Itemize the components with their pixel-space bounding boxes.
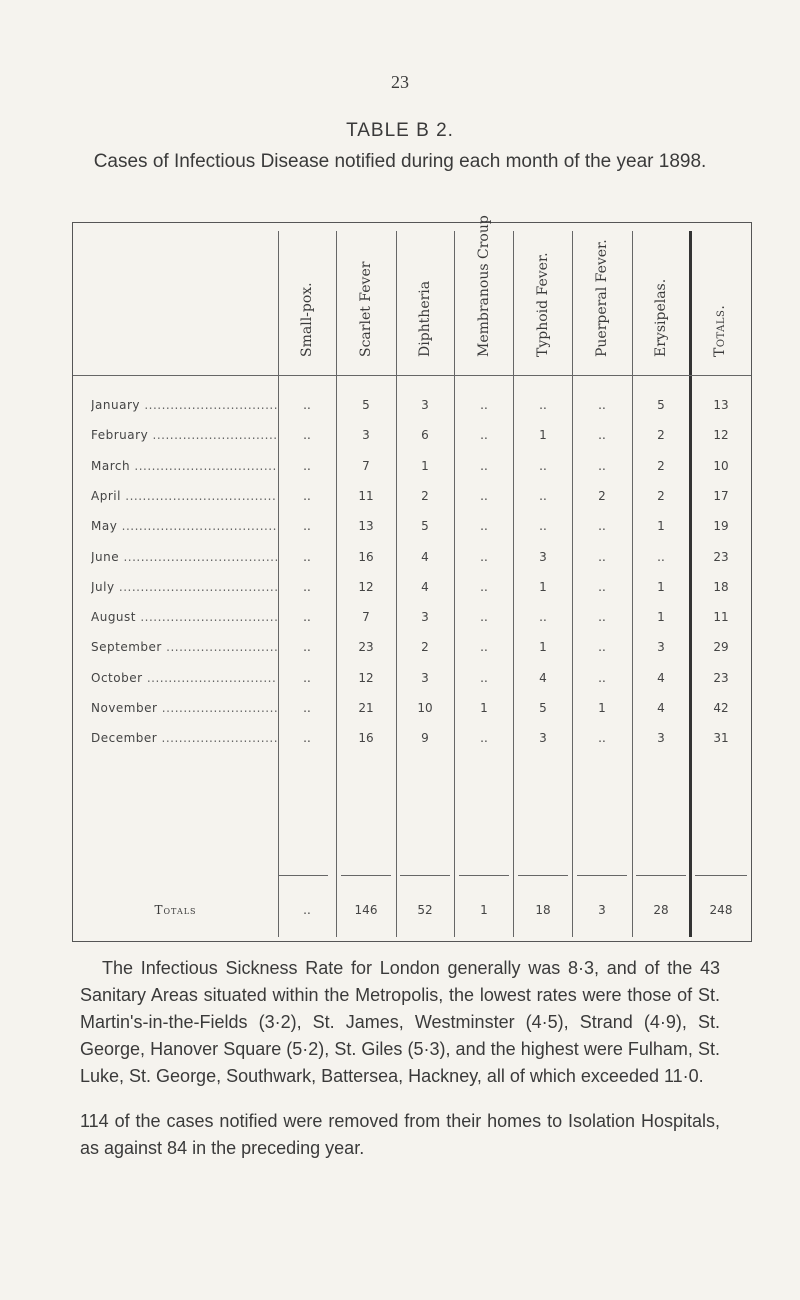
table-cell: .. — [303, 701, 311, 715]
table-cell: .. — [539, 519, 547, 534]
table-cell: .. — [480, 610, 488, 625]
totals-rule — [577, 875, 627, 876]
table-cell: 1 — [598, 701, 606, 715]
table-cell: 3 — [657, 731, 665, 746]
table-cell: .. — [303, 579, 311, 594]
table-cell: 12 — [358, 670, 374, 685]
table-cell: 3 — [421, 610, 429, 625]
table-cell: .. — [480, 488, 488, 503]
table-cell: 31 — [713, 731, 729, 746]
table-cell: .. — [598, 610, 606, 625]
table-cell: 12 — [713, 428, 729, 443]
table-cell: 3 — [539, 731, 547, 746]
table-cell: 3 — [539, 549, 547, 564]
table-cell: 13 — [713, 398, 729, 412]
table-cell: 3 — [362, 428, 370, 443]
table-cell: 4 — [657, 670, 665, 685]
totals-rule — [695, 875, 747, 876]
table-cell: .. — [480, 519, 488, 534]
table-cell: .. — [480, 458, 488, 473]
month-label: September ..... — [91, 640, 277, 654]
col-header-membranous-croup: Membranous Croup — [476, 215, 492, 357]
table-cell: .. — [539, 488, 547, 503]
table-row — [73, 610, 751, 640]
table-cell: .. — [303, 549, 311, 564]
table-cell: .. — [480, 398, 488, 412]
table-row — [73, 701, 751, 731]
table-cell: 5 — [362, 398, 370, 412]
table-cell: 1 — [539, 428, 547, 443]
col-header-small-pox: Small-pox. — [299, 282, 315, 357]
table-cell: .. — [598, 549, 606, 564]
table-cell: 1 — [539, 640, 547, 655]
totals-rule — [518, 875, 568, 876]
totals-rule — [459, 875, 509, 876]
totals-cell: 146 — [354, 903, 378, 917]
table-row — [73, 671, 751, 701]
table-cell: 2 — [421, 488, 429, 503]
table-cell: 2 — [657, 488, 665, 503]
table-cell: 4 — [421, 549, 429, 564]
paragraph-isolation: 114 of the cases notified were removed from their homes to Isolation Hospitals, as against 84 in the preceding year. — [80, 1111, 720, 1158]
table-cell: .. — [303, 670, 311, 685]
month-label: December ..... — [91, 731, 277, 745]
table-cell: 1 — [657, 579, 665, 594]
month-label: May ..... — [91, 519, 277, 533]
col-header-diphtheria: Diphtheria — [417, 280, 433, 357]
table-cell: 1 — [480, 701, 488, 715]
table-cell: 18 — [713, 579, 729, 594]
table-cell: .. — [598, 458, 606, 473]
table-row — [73, 580, 751, 610]
page-number: 23 — [391, 72, 409, 92]
table-cell: 23 — [358, 640, 374, 655]
table-cell: 1 — [539, 579, 547, 594]
month-label: January ..... — [91, 398, 277, 412]
month-label: April ..... — [91, 489, 277, 503]
table-row — [73, 550, 751, 580]
table-cell: 16 — [358, 549, 374, 564]
month-label: November ..... — [91, 701, 277, 715]
table-cell: .. — [303, 640, 311, 655]
table-cell: .. — [303, 731, 311, 746]
table-cell: 4 — [657, 701, 665, 715]
table-cell: .. — [480, 670, 488, 685]
totals-cell: 3 — [598, 903, 606, 917]
col-header-puerperal-fever: Puerperal Fever. — [594, 239, 610, 357]
table-cell: 16 — [358, 731, 374, 746]
table-cell: .. — [539, 458, 547, 473]
table-cell: 9 — [421, 731, 429, 746]
col-header-scarlet-fever: Scarlet Fever — [358, 261, 374, 357]
table-cell: 2 — [657, 428, 665, 443]
table-cell: .. — [303, 428, 311, 443]
table-cell: 23 — [713, 549, 729, 564]
table-cell: .. — [480, 549, 488, 564]
month-label: June ..... — [91, 550, 277, 564]
table-cell: .. — [657, 549, 665, 564]
month-label: March ..... — [91, 459, 277, 473]
totals-cell: 52 — [417, 903, 433, 917]
totals-rule — [400, 875, 450, 876]
totals-cell: 28 — [653, 903, 669, 917]
table-cell: 5 — [539, 701, 547, 715]
table-cell: 23 — [713, 670, 729, 685]
table-cell: 2 — [598, 488, 606, 503]
table-cell: .. — [480, 731, 488, 746]
table-cell: 1 — [657, 610, 665, 625]
table-cell: .. — [598, 670, 606, 685]
table-caption: Cases of Infectious Disease notified during each month of the year 1898. — [93, 151, 707, 172]
totals-cell: 248 — [709, 903, 733, 917]
table-cell: 2 — [657, 458, 665, 473]
table-cell: .. — [598, 579, 606, 594]
table-row — [73, 489, 751, 519]
table-cell: .. — [598, 428, 606, 443]
table-cell: 1 — [657, 519, 665, 534]
table-cell: 11 — [713, 610, 729, 625]
disease-table — [72, 215, 752, 942]
table-cell: .. — [303, 519, 311, 534]
totals-label: Totals — [154, 903, 197, 917]
table-cell: 1 — [421, 458, 429, 473]
header-rule — [73, 375, 751, 376]
col-header-erysipelas: Erysipelas. — [653, 278, 669, 357]
table-cell: .. — [539, 398, 547, 412]
table-cell: 5 — [421, 519, 429, 534]
table-cell: .. — [303, 610, 311, 625]
table-cell: 7 — [362, 458, 370, 473]
totals-rule — [278, 875, 328, 876]
table-cell: 2 — [421, 640, 429, 655]
table-cell: .. — [480, 428, 488, 443]
table-cell: .. — [598, 731, 606, 746]
table-cell: .. — [480, 579, 488, 594]
paragraph-infectious-rate: The Infectious Sickness Rate for London generally was 8·3, and of the 43 Sanitary Areas situated within the Metropolis, the lowest rates were those of St. Martin's-in-the-Fields (3·2), St. James, Westminster (4·5), Strand (4·9), St. George, Hanover Square (5·2), St. Giles (5·3), and the highest were Fulham, St. Luke, St. George, Southwark, Battersea, Hackney, all of which exceeded 11·0. — [80, 958, 720, 1086]
table-cell: 11 — [358, 488, 374, 503]
table-row — [73, 640, 751, 670]
table-cell: 3 — [657, 640, 665, 655]
table-row — [73, 398, 751, 428]
table-cell: .. — [539, 610, 547, 625]
table-cell: 3 — [421, 670, 429, 685]
table-cell: 19 — [713, 519, 729, 534]
col-header-typhoid-fever: Typhoid Fever. — [535, 252, 551, 357]
table-cell: .. — [303, 488, 311, 503]
table-cell: 12 — [358, 579, 374, 594]
totals-rule — [636, 875, 686, 876]
table-cell: 21 — [358, 701, 374, 715]
table-cell: 17 — [713, 488, 729, 503]
totals-cell: 1 — [480, 903, 488, 917]
table-cell: 29 — [713, 640, 729, 655]
table-row — [73, 428, 751, 458]
totals-cell: .. — [303, 903, 311, 917]
table-cell: .. — [598, 398, 606, 412]
month-label: August ..... — [91, 610, 277, 624]
totals-cell: 18 — [535, 903, 551, 917]
table-cell: .. — [598, 640, 606, 655]
table-row — [73, 459, 751, 489]
totals-rule — [341, 875, 391, 876]
month-label: October ..... — [91, 671, 277, 685]
table-row — [73, 519, 751, 549]
table-row — [73, 731, 751, 761]
table-cell: 42 — [713, 701, 729, 715]
table-title: TABLE B 2. — [346, 120, 454, 141]
month-label: February ..... — [91, 428, 277, 442]
table-cell: 4 — [421, 579, 429, 594]
table-cell: 7 — [362, 610, 370, 625]
table-cell: 5 — [657, 398, 665, 412]
month-label: July ..... — [91, 580, 277, 594]
totals-row — [73, 903, 751, 933]
table-cell: .. — [480, 640, 488, 655]
table-cell: 13 — [358, 519, 374, 534]
table-cell: .. — [303, 458, 311, 473]
table-cell: 6 — [421, 428, 429, 443]
table-cell: .. — [303, 398, 311, 412]
table-cell: 4 — [539, 670, 547, 685]
table-cell: .. — [598, 519, 606, 534]
col-header-totals: Totals. — [712, 304, 728, 357]
table-cell: 10 — [713, 458, 729, 473]
table-cell: 3 — [421, 398, 429, 412]
table-cell: 10 — [417, 701, 433, 715]
